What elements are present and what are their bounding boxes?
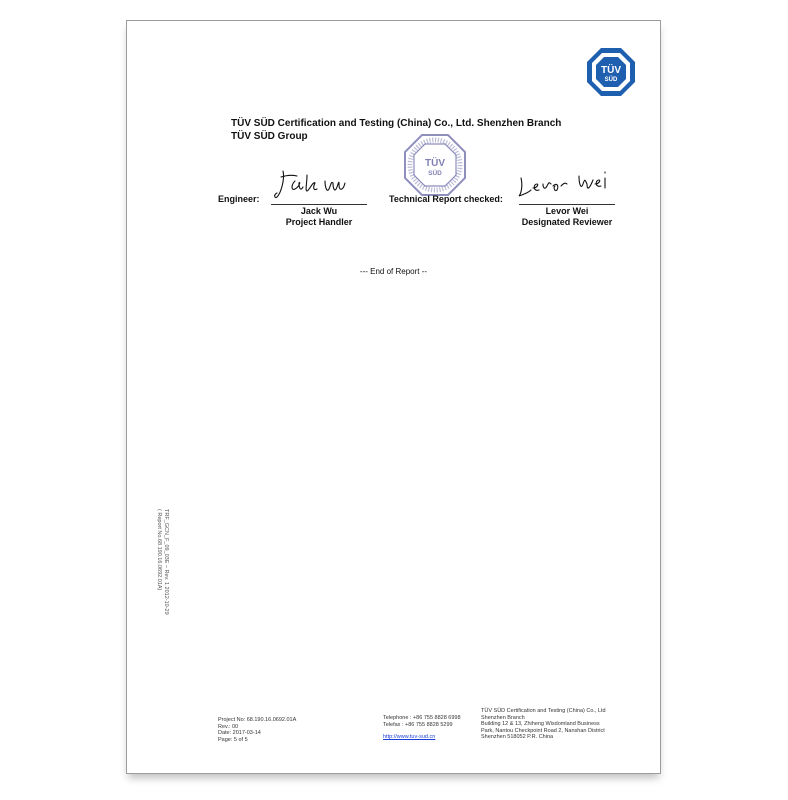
company-name: TÜV SÜD Certification and Testing (China) Co., Ltd. Shenzhen Branch	[231, 118, 562, 129]
footer-address-line5: Shenzhen 518052 P.R. China	[481, 734, 554, 741]
footer-project-no: Project No: 68.190.16.0692.01A	[218, 717, 297, 723]
engineer-name: Jack Wu	[300, 206, 338, 216]
footer-page: Page: 5 of 5	[218, 736, 248, 743]
logo-subtext: SÜD	[604, 77, 618, 83]
logo-text: TÜV	[601, 65, 621, 76]
footer-contact	[383, 715, 461, 741]
form-reference	[155, 509, 169, 615]
reviewer-name: Levor Wei	[545, 206, 589, 216]
footer-address-line3: Building 12 & 13, Zhiheng Wisdomland Business	[481, 721, 600, 728]
form-reference-line1: TRF_GCN_F_09_03E – Rev. 1 2012-10-29	[163, 509, 169, 615]
footer-report-info	[218, 717, 296, 743]
engineer-signature	[273, 167, 369, 203]
stamp-subtext: SÜD	[428, 170, 442, 177]
reviewer-signature-line	[519, 204, 615, 205]
engineer-role: Project Handler	[285, 217, 353, 227]
stamp-text: TÜV	[425, 158, 445, 169]
engineer-label: Engineer:	[218, 194, 260, 204]
footer-rev: Rev.: 00	[218, 723, 239, 730]
form-reference-line2: ( Report No.68.190.16.0692.01A)	[156, 509, 162, 591]
footer-telephone: Telephone : +86 755 8828 6998	[383, 715, 461, 721]
checked-label: Technical Report checked:	[389, 194, 503, 204]
end-of-report: --- End of Report --	[359, 267, 428, 276]
footer-address-line4: Park, Nantou Checkpoint Road 2, Nanshan District	[481, 727, 605, 734]
company-group: TÜV SÜD Group	[231, 131, 308, 142]
footer-address	[481, 708, 606, 741]
footer-telefax: Telefax : +86 755 8828 5299	[383, 721, 453, 728]
footer-address-line1: TÜV SÜD Certification and Testing (China) Co., Ltd	[481, 708, 606, 714]
company-stamp	[403, 133, 467, 197]
engineer-signature-line	[271, 204, 367, 205]
reviewer-role: Designated Reviewer	[521, 217, 613, 227]
report-page	[126, 20, 661, 774]
footer-website-link[interactable]: http://www.tuv-sud.cn	[383, 734, 436, 741]
reviewer-signature	[517, 166, 613, 202]
reviewer-block	[515, 206, 619, 228]
company-header	[231, 117, 561, 143]
tuv-logo	[586, 47, 636, 97]
footer-address-line2: Shenzhen Branch	[481, 714, 525, 721]
footer-date: Date: 2017-03-14	[218, 730, 261, 737]
engineer-block	[271, 206, 367, 228]
